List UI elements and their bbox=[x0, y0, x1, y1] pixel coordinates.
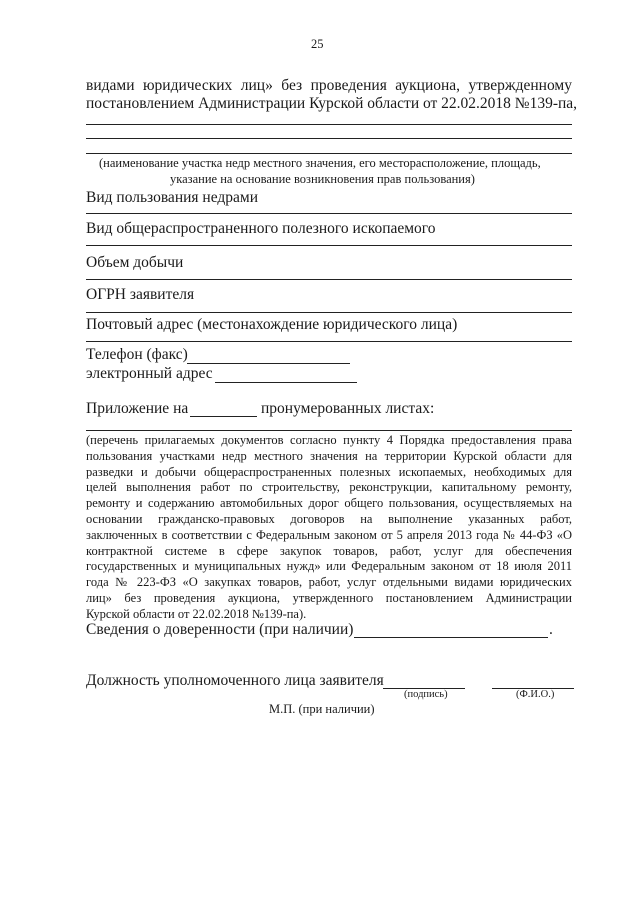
attachment-note-line: государственных и муниципальных нужд» или Федеральным законом от 18 июля 2011 bbox=[86, 559, 572, 574]
parcel-caption-line-2: указание на основание возникновения прав пользования) bbox=[170, 172, 475, 186]
signature-name-caption: (Ф.И.О.) bbox=[516, 689, 555, 700]
blank-line-parcel-2 bbox=[86, 138, 572, 139]
blank-line-parcel-1 bbox=[86, 124, 572, 125]
attachment-suffix: пронумерованных листах: bbox=[261, 400, 435, 417]
page-number: 25 bbox=[311, 37, 324, 51]
field-volume-line[interactable] bbox=[86, 279, 572, 280]
proxy-end: . bbox=[549, 621, 553, 638]
field-volume-label: Объем добычи bbox=[86, 254, 184, 271]
attachment-note-line: ремонту и содержанию автомобильных дорог общего пользования, осуществляемых на bbox=[86, 496, 572, 511]
blank-line-parcel-3 bbox=[86, 153, 572, 154]
proxy-label: Сведения о доверенности (при наличии) bbox=[86, 621, 354, 638]
field-subsoil-use-line[interactable] bbox=[86, 213, 572, 214]
attachment-note-line: (перечень прилагаемых документов согласно пункту 4 Порядка предоставления права bbox=[86, 433, 572, 447]
field-mineral-line[interactable] bbox=[86, 245, 572, 246]
attachment-prefix: Приложение на bbox=[86, 400, 189, 417]
field-phone-line[interactable] bbox=[187, 363, 350, 364]
stamp-note: М.П. (при наличии) bbox=[269, 702, 375, 716]
attachment-pages-line[interactable] bbox=[190, 416, 257, 417]
field-ogrn-label: ОГРН заявителя bbox=[86, 286, 195, 303]
attachment-note-line: разведки и добычи общераспространенных полезных ископаемых, необходимых для bbox=[86, 464, 572, 479]
parcel-caption-line-1: (наименование участка недр местного значения, его месторасположение, площадь, bbox=[99, 156, 541, 170]
intro-line-1: видами юридических лиц» без проведения аукциона, утвержденному bbox=[86, 77, 572, 94]
attachment-list-line[interactable] bbox=[86, 430, 572, 431]
attachment-note-line: пользования участками недр местного значения на территории Курской области для bbox=[86, 448, 572, 463]
intro-line-2: постановлением Администрации Курской области от 22.02.2018 №139-па, bbox=[86, 95, 578, 112]
field-address-line[interactable] bbox=[86, 341, 572, 342]
signature-label: Должность уполномоченного лица заявителя bbox=[86, 672, 384, 689]
attachment-note-line: основании гражданско-правовых договоров на выполнение указанных работ, bbox=[86, 511, 572, 526]
proxy-line[interactable] bbox=[354, 637, 548, 638]
attachment-note-line: года № 223-ФЗ «О закупках товаров, работ, услуг отдельными видами юридических bbox=[86, 575, 572, 590]
field-email-label: электронный адрес bbox=[86, 365, 213, 382]
attachment-note-line: лиц» без проведения аукциона, утвержденного постановлением Администрации bbox=[86, 590, 572, 605]
attachment-note-line: заключенных в соответствии с Федеральным законом от 5 апреля 2013 года № 44-ФЗ «О bbox=[86, 527, 572, 542]
signature-sign-caption: (подпись) bbox=[404, 689, 448, 700]
field-mineral-label: Вид общераспространенного полезного ископаемого bbox=[86, 220, 436, 237]
field-ogrn-line[interactable] bbox=[86, 312, 572, 313]
field-address-label: Почтовый адрес (местонахождение юридического лица) bbox=[86, 316, 458, 333]
field-subsoil-use-label: Вид пользования недрами bbox=[86, 189, 258, 206]
attachment-note-line: Курской области от 22.02.2018 №139-па). bbox=[86, 606, 307, 621]
attachment-note bbox=[86, 433, 572, 623]
field-email-line[interactable] bbox=[215, 382, 357, 383]
field-phone-label: Телефон (факс) bbox=[86, 346, 188, 363]
attachment-note-line: контрактной системе в сфере закупок товаров, работ, услуг для обеспечения bbox=[86, 543, 572, 558]
attachment-note-line: целей выполнения работ по строительству, реконструкции, капитальному ремонту, bbox=[86, 480, 572, 495]
